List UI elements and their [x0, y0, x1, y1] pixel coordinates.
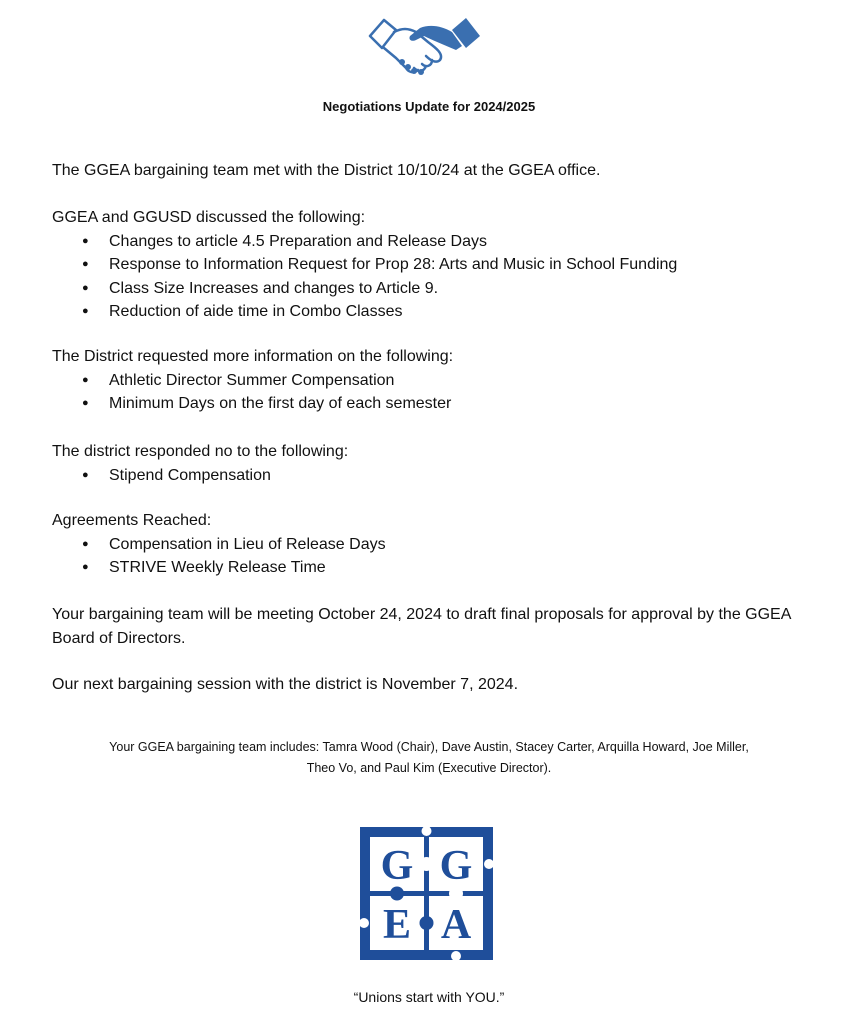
meeting-note [52, 603, 812, 650]
list-item: ● Response to Information Request for Prop 28: Arts and Music in School Funding [52, 253, 812, 277]
bullet-list [52, 533, 812, 580]
next-session [52, 673, 812, 697]
slogan: “Unions start with YOU.” [353, 989, 505, 1005]
section-responded-no [52, 440, 812, 487]
bullet-list [52, 369, 812, 416]
bullet-list [52, 230, 812, 324]
list-item: ● Reduction of aide time in Combo Classes [52, 300, 812, 324]
page-title: Negotiations Update for 2024/2025 [322, 99, 536, 114]
next-session-paragraph: Our next bargaining session with the district is November 7, 2024. [52, 676, 519, 693]
logo-letter: A [440, 902, 472, 948]
list-item: ● Minimum Days on the first day of each semester [52, 392, 812, 416]
section-discussed [52, 206, 812, 324]
list-item: ● Class Size Increases and changes to Article 9. [52, 277, 812, 301]
ggea-puzzle-logo [360, 827, 493, 960]
list-item: ● Athletic Director Summer Compensation [52, 369, 812, 393]
handshake-icon [366, 14, 482, 76]
bullet-list [52, 464, 812, 488]
team-line: Theo Vo, and Paul Kim (Executive Director). [306, 761, 552, 775]
list-item: ● STRIVE Weekly Release Time [52, 556, 812, 580]
logo-letter: G [439, 843, 473, 889]
section-heading: The district responded no to the following: [52, 443, 349, 460]
team-line: Your GGEA bargaining team includes: Tamra Wood (Chair), Dave Austin, Stacey Carter, Arquilla Howard, Joe Miller, [109, 740, 749, 754]
section-heading: The District requested more information on the following: [52, 348, 454, 365]
meeting-note-paragraph: Your bargaining team will be meeting October 24, 2024 to draft final proposals for approval by the GGEA Board of Directors. [52, 606, 791, 647]
team-members [40, 737, 818, 779]
list-item: ● Stipend Compensation [52, 464, 812, 488]
section-heading: GGEA and GGUSD discussed the following: [52, 209, 366, 226]
logo-letter: E [382, 902, 412, 948]
intro-paragraph: The GGEA bargaining team met with the District 10/10/24 at the GGEA office. [52, 162, 601, 179]
list-item: ● Changes to article 4.5 Preparation and Release Days [52, 230, 812, 254]
document-body [52, 159, 812, 183]
logo-letter: G [380, 843, 414, 889]
section-agreements [52, 509, 812, 580]
list-item: ● Compensation in Lieu of Release Days [52, 533, 812, 557]
section-requested [52, 345, 812, 416]
section-heading: Agreements Reached: [52, 512, 212, 529]
